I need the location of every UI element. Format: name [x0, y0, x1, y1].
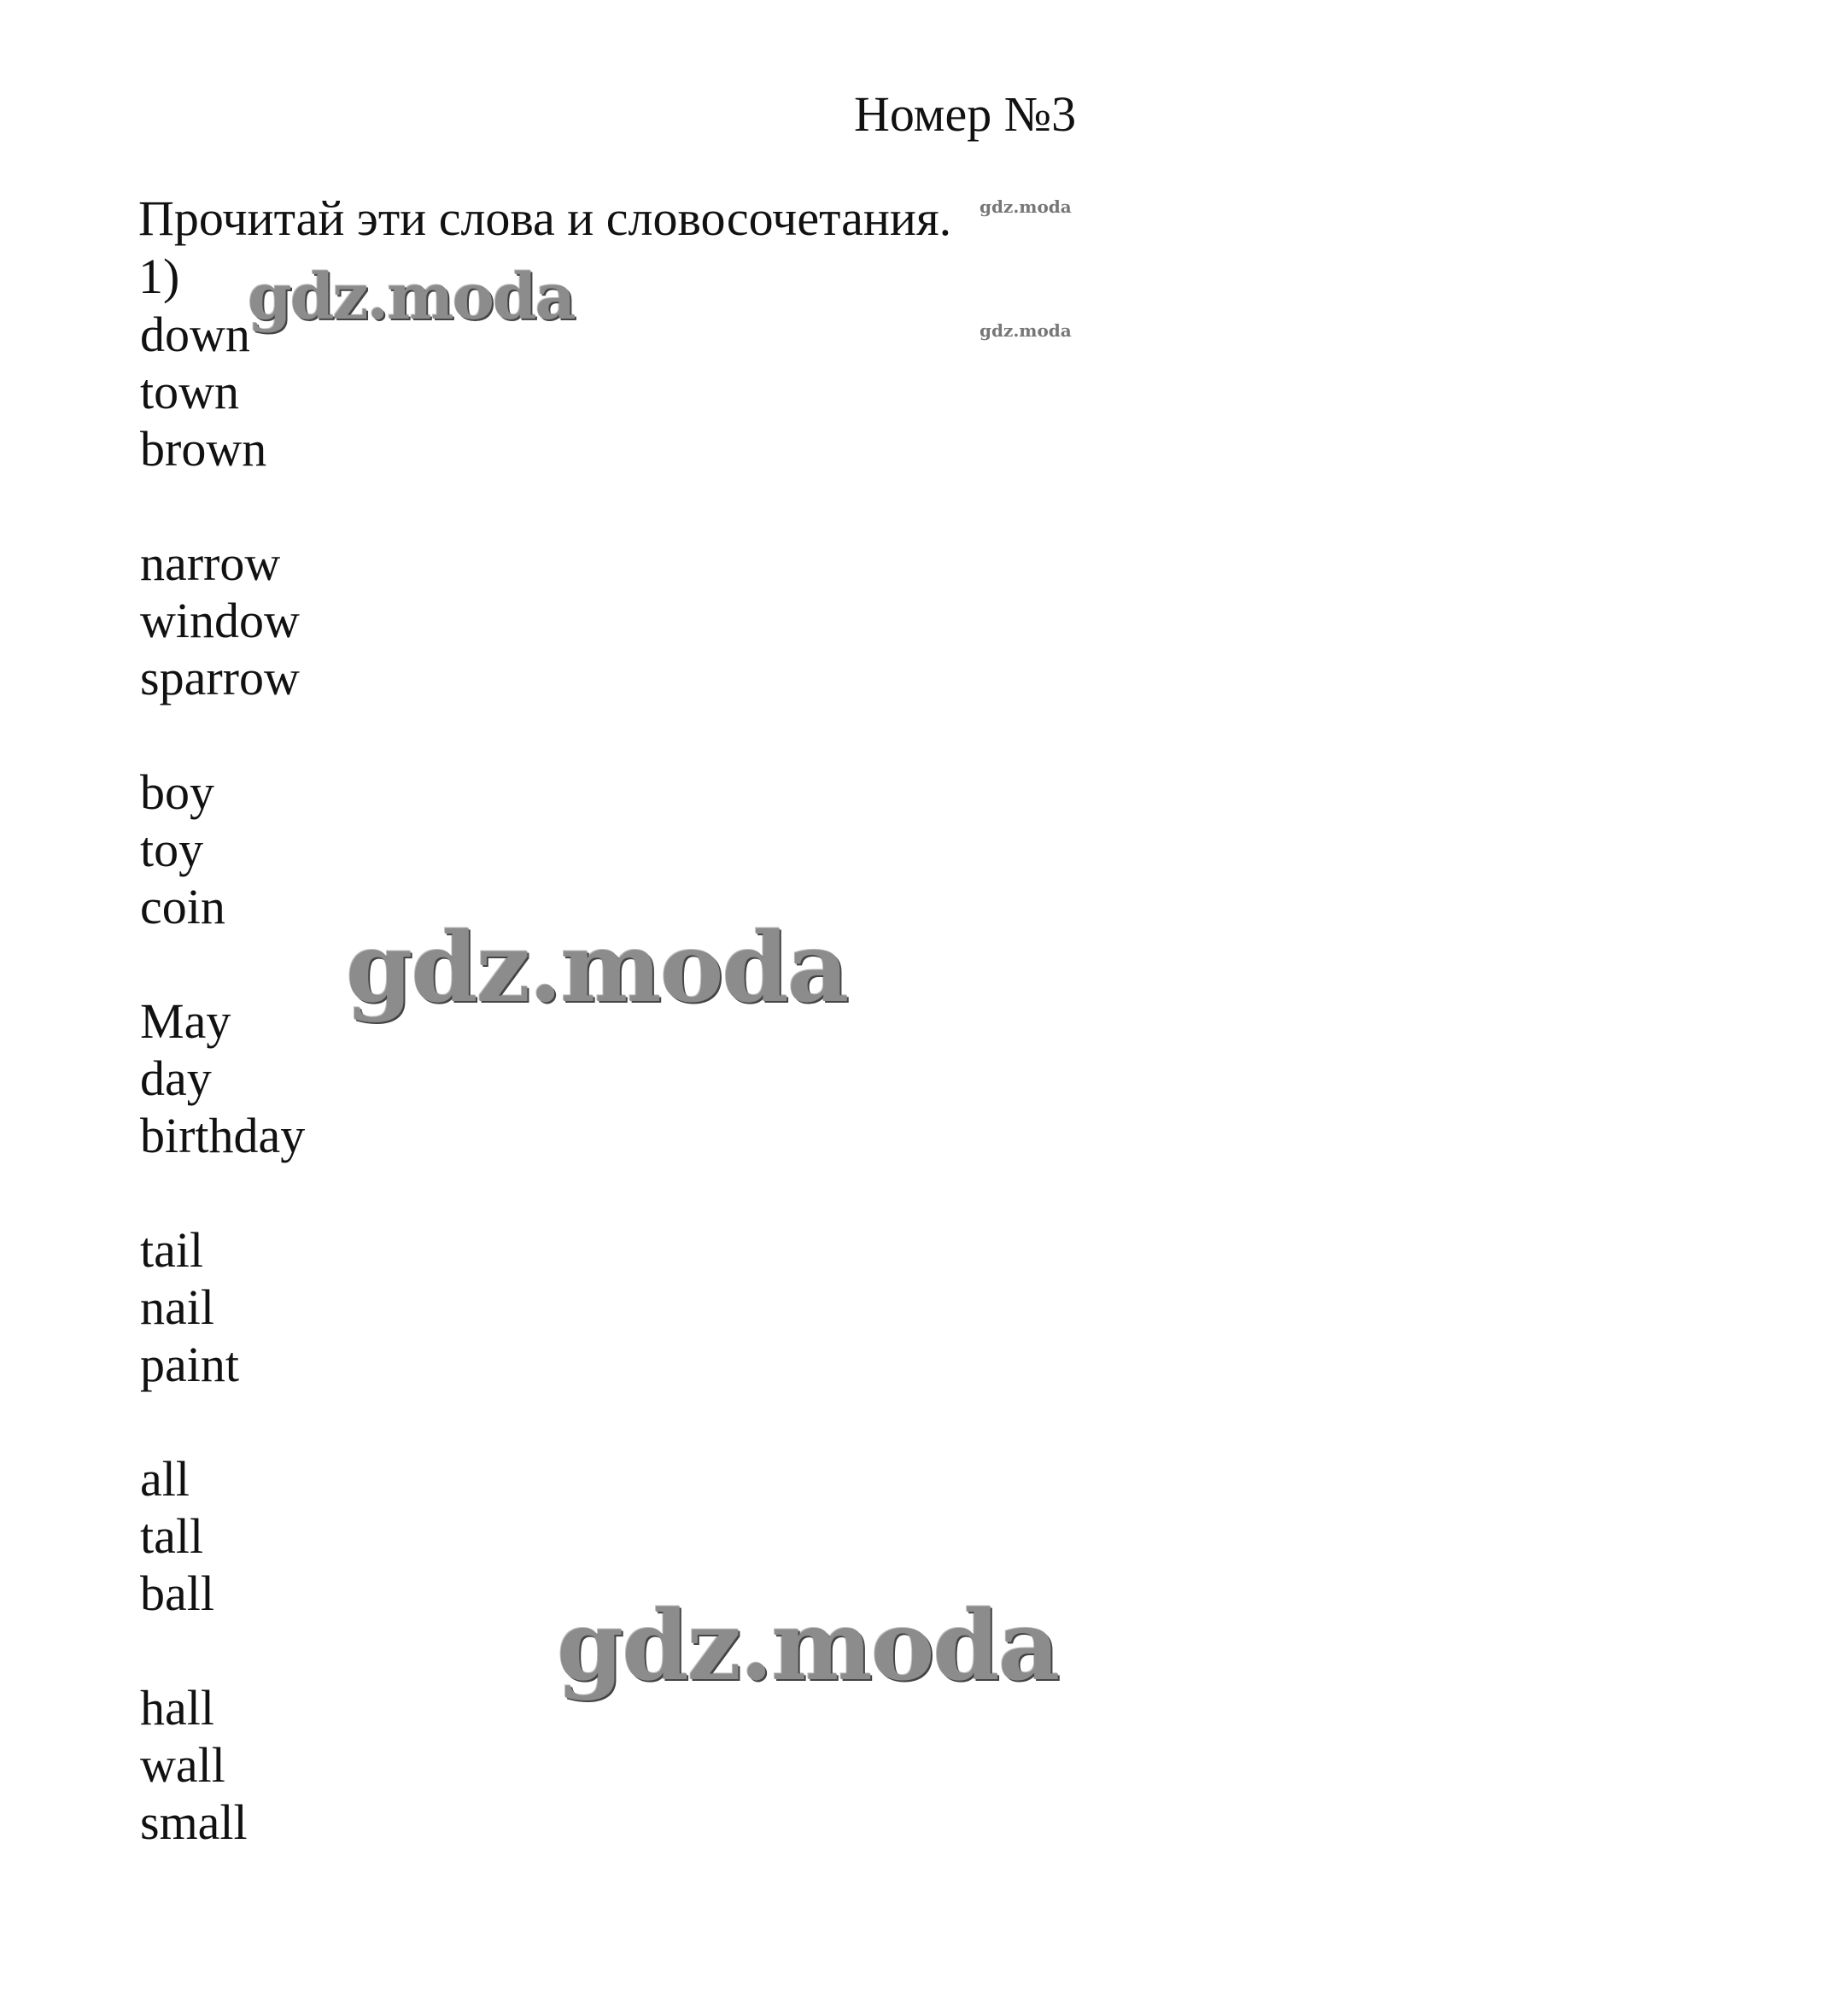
word-group [140, 535, 305, 706]
watermark: gdz.moda [248, 260, 575, 334]
word: hall [140, 1680, 214, 1736]
word-group [140, 764, 305, 935]
word: down [140, 307, 250, 362]
word: birthday [140, 1108, 306, 1163]
word: day [140, 1051, 212, 1106]
instruction-text: Прочитай эти слова и словосочетания. [138, 190, 952, 246]
word: brown [140, 421, 267, 477]
word: ball [140, 1566, 214, 1621]
page-title: Номер №3 [854, 86, 1077, 142]
word: window [140, 593, 300, 648]
word: toy [140, 822, 204, 877]
word: paint [140, 1337, 239, 1392]
watermark: gdz.moda [980, 320, 1072, 341]
word: May [140, 993, 231, 1049]
section-number: 1) [138, 249, 180, 304]
word-group [140, 1679, 305, 1851]
word-list [140, 306, 305, 1908]
word: small [140, 1794, 248, 1850]
word: tall [140, 1508, 204, 1564]
word: sparrow [140, 650, 300, 705]
word: narrow [140, 536, 281, 591]
word: boy [140, 764, 214, 820]
word: town [140, 364, 239, 419]
word: tail [140, 1222, 204, 1278]
word-group [140, 1450, 305, 1622]
watermark: gdz.moda [980, 196, 1072, 217]
word: all [140, 1451, 190, 1507]
word-group [140, 306, 305, 477]
word-group [140, 1221, 305, 1393]
watermark: gdz.moda [346, 912, 848, 1024]
word: coin [140, 879, 225, 934]
word-group [140, 992, 305, 1164]
watermark: gdz.moda [557, 1590, 1059, 1702]
word: nail [140, 1279, 214, 1335]
word: wall [140, 1737, 225, 1793]
